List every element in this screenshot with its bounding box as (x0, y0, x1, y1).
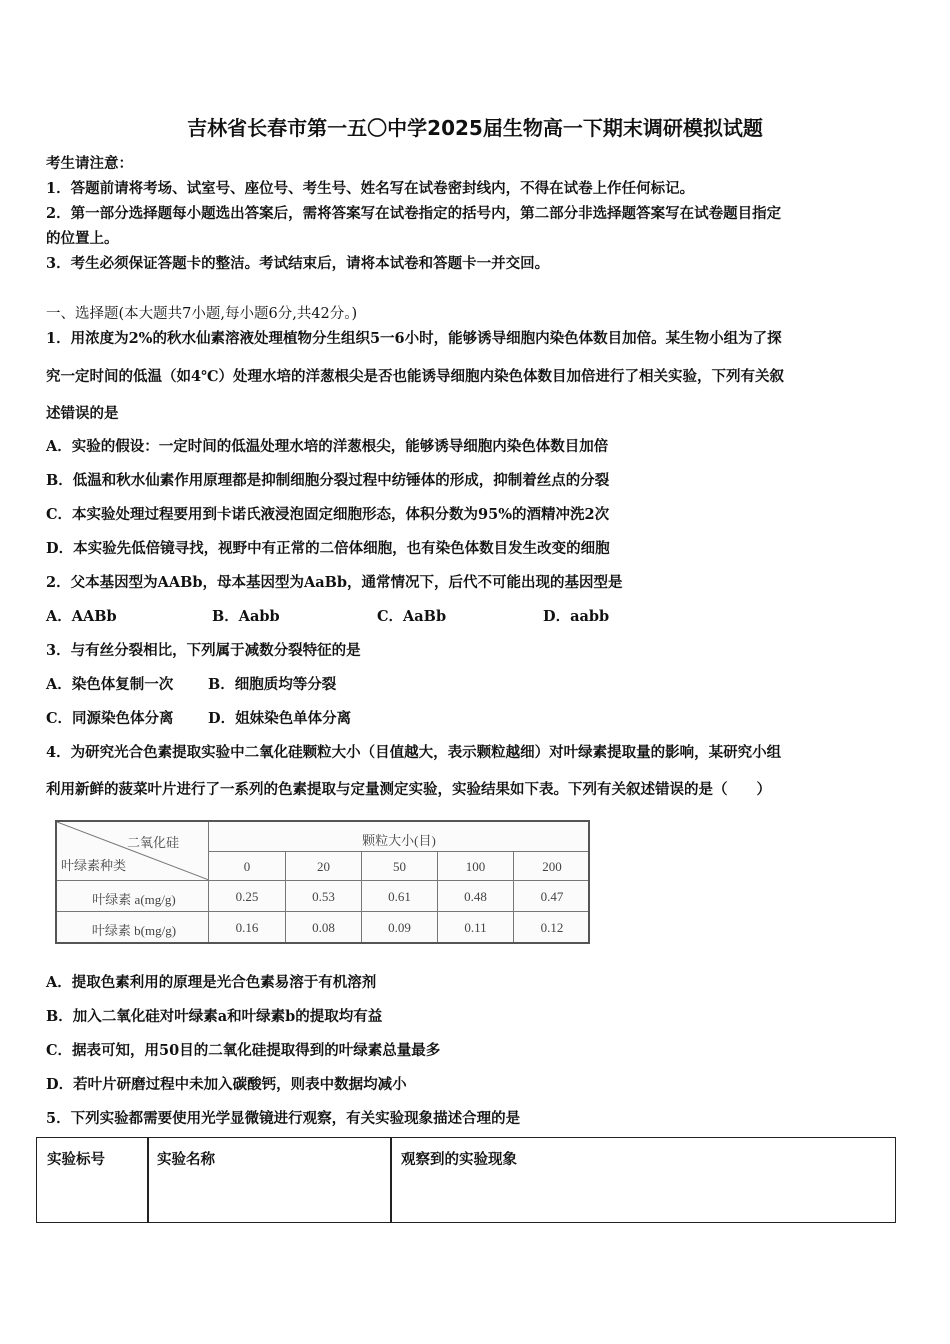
question-1-option: D．本实验先低倍镜寻找，视野中有正常的二倍体细胞，也有染色体数目发生改变的细胞 (46, 540, 610, 557)
table-row-label: 叶绿素 b(mg/g) (91, 923, 177, 938)
question-3-option: B．细胞质均等分裂 (208, 676, 337, 693)
question-1-stem: 1．用浓度为2%的秋水仙素溶液处理植物分生组织5一6小时，能够诱导细胞内染色体数目加倍。某生物小组为了探 (46, 330, 782, 347)
table-header-cell: 20 (317, 859, 330, 874)
question-2-option: C．AaBb (377, 608, 447, 625)
table-group-header: 颗粒大小(目) (362, 833, 436, 848)
question-2-option: D．aabb (543, 608, 610, 625)
question-2-stem: 2．父本基因型为AABb，母本基因型为AaBb，通常情况下，后代不可能出现的基因型是 (46, 574, 623, 591)
question-4-stem: 利用新鲜的菠菜叶片进行了一系列的色素提取与定量测定实验，实验结果如下表。下列有关叙述错误的是（ ） (46, 781, 771, 798)
question-5-stem: 5．下列实验都需要使用光学显微镜进行观察，有关实验现象描述合理的是 (46, 1110, 521, 1127)
table-cell: 0.16 (235, 920, 259, 935)
table-cell: 0.47 (540, 889, 564, 904)
table-corner-top-label: 二氧化硅 (127, 835, 180, 850)
table-header-cell: 100 (465, 859, 486, 874)
question-1-option: A．实验的假设：一定时间的低温处理水培的洋葱根尖，能够诱导细胞内染色体数目加倍 (46, 438, 609, 455)
question-4-stem: 4．为研究光合色素提取实验中二氧化硅颗粒大小（目值越大，表示颗粒越细）对叶绿素提取量的影响，某研究小组 (46, 744, 782, 761)
question-3-option: A．染色体复制一次 (46, 676, 174, 693)
notice-item: 3．考生必须保证答题卡的整洁。考试结束后，请将本试卷和答题卡一并交回。 (46, 255, 550, 272)
table-cell: 0.53 (312, 889, 335, 904)
table-header-cell: 50 (393, 859, 406, 874)
section-heading: 一、选择题(本大题共7小题,每小题6分,共42分。) (46, 306, 358, 322)
question-3-option: D．姐妹染色单体分离 (208, 710, 352, 727)
chlorophyll-data-table (55, 820, 590, 944)
question-3-option: C．同源染色体分离 (46, 710, 174, 727)
notice-item: 1．答题前请将考场、试室号、座位号、考生号、姓名写在试卷密封线内，不得在试卷上作任何标记。 (46, 180, 695, 197)
question-1-option: B．低温和秋水仙素作用原理都是抑制细胞分裂过程中纺锤体的形成，抑制着丝点的分裂 (46, 472, 610, 489)
experiment-table (36, 1137, 896, 1223)
question-1-stem: 究一定时间的低温（如4℃）处理水培的洋葱根尖是否也能诱导细胞内染色体数目加倍进行了相关实验，下列有关叙 (46, 368, 784, 385)
page-title: 吉林省长春市第一五〇中学2025届生物高一下期末调研模拟试题 (187, 116, 763, 140)
question-1-stem: 述错误的是 (46, 405, 119, 422)
table-row-label: 叶绿素 a(mg/g) (92, 892, 176, 907)
notice-item: 的位置上。 (46, 230, 119, 247)
table-cell: 0.25 (235, 889, 259, 904)
table-header-cell: 200 (542, 859, 562, 874)
table-cell: 0.61 (388, 889, 411, 904)
notice-heading: 考生请注意： (46, 155, 133, 172)
question-4-option: B．加入二氧化硅对叶绿素a和叶绿素b的提取均有益 (46, 1008, 383, 1025)
table-cell: 0.11 (464, 920, 487, 935)
table-header-cell: 实验标号 (47, 1152, 105, 1168)
table-header-cell: 观察到的实验现象 (401, 1152, 517, 1168)
question-2-option: B．Aabb (212, 608, 280, 625)
table-cell: 0.12 (540, 920, 564, 935)
question-1-option: C．本实验处理过程要用到卡诺氏液浸泡固定细胞形态，体积分数为95%的酒精冲洗2次 (46, 506, 610, 523)
table-corner-bottom-label: 叶绿素种类 (61, 858, 127, 873)
question-4-option: A．提取色素利用的原理是光合色素易溶于有机溶剂 (46, 974, 377, 991)
question-2-option: A．AABb (46, 608, 117, 625)
table-header-cell: 实验名称 (157, 1152, 215, 1168)
table-header-cell: 0 (243, 859, 251, 874)
question-4-option: C．据表可知，用50目的二氧化硅提取得到的叶绿素总量最多 (46, 1042, 441, 1059)
notice-item: 2．第一部分选择题每小题选出答案后，需将答案写在试卷指定的括号内，第二部分非选择题答案写在试卷题目指定 (46, 205, 782, 222)
table-cell: 0.09 (388, 920, 411, 935)
table-cell: 0.48 (464, 889, 487, 904)
question-4-option: D．若叶片研磨过程中未加入碳酸钙，则表中数据均减小 (46, 1076, 407, 1093)
table-cell: 0.08 (312, 920, 335, 935)
question-3-stem: 3．与有丝分裂相比，下列属于减数分裂特征的是 (46, 642, 361, 659)
